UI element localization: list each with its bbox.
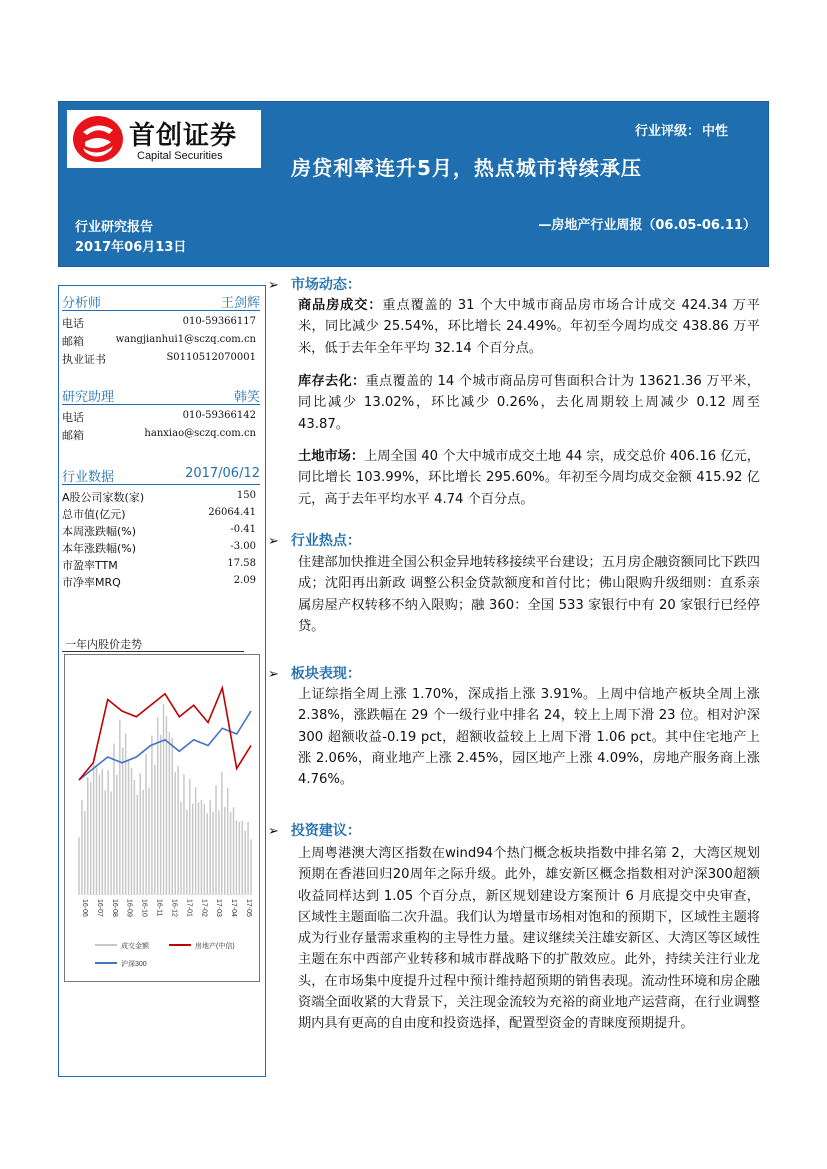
industry-row: 市盈率TTM 17.58: [62, 558, 256, 572]
chart-title-rule: [62, 651, 244, 652]
chart-title: 一年内股价走势: [65, 638, 142, 651]
analyst-role: 分析师: [62, 296, 102, 311]
stock-chart-svg: [65, 655, 259, 981]
arrow-bullet-icon: ➢: [268, 667, 279, 682]
arrow-bullet-icon: ➢: [268, 824, 279, 839]
industry-row: A股公司家数(家) 150: [62, 490, 256, 504]
x-tick-label: 16-11: [155, 899, 163, 917]
section-advice-title: ➢ 投资建议：: [268, 823, 361, 839]
sidebar-info-box: [58, 285, 266, 1077]
x-tick-label: 17-03: [215, 899, 223, 917]
analyst-phone-row: 电话 010-59366117: [62, 316, 256, 330]
analyst-cert-row: 执业证书 S0110512070001: [62, 352, 256, 366]
report-header: [58, 101, 769, 267]
industry-rating: [633, 120, 728, 139]
x-tick-label: 16-09: [125, 899, 133, 917]
x-tick-label: 16-08: [110, 899, 118, 917]
assistant-email-row: 邮箱 hanxiao@sczq.com.cn: [62, 428, 256, 442]
market-sales-paragraph: 商品房成交：重点覆盖的 31 个大中城市商品房市场合计成交 424.34 万平米，同比减少 25.54%，环比增长 24.49%。年初至今周均成交 438.86 万平米，低于去年全年平均 32.14 个百分点。: [298, 298, 760, 356]
industry-data-heading: [62, 466, 260, 485]
arrow-bullet-icon: ➢: [268, 278, 279, 293]
analyst-heading: [62, 292, 260, 311]
assistant-phone-row: 电话 010-59366142: [62, 410, 256, 424]
x-tick-label: 17-01: [185, 899, 193, 917]
x-tick-label: 17-05: [245, 899, 252, 917]
industry-row: 本年涨跌幅(%) -3.00: [62, 541, 256, 555]
logo-mark-icon: [71, 114, 125, 164]
industry-row: 市净率MRQ 2.09: [62, 575, 256, 589]
x-tick-label: 16-06: [81, 899, 88, 917]
advice-paragraph: 上周粤港澳大湾区指数在wind94个热门概念板块指数中排名第 2，大湾区规划预期在香港回归20周年之际升级。此外，雄安新区概念指数相对沪深300超额收益同样达到 1.05 个百分点，新区规划建设方案预计 6 月底提交中央审查，区域性主题面临二次升温。我们认为增量市场相对饱和的预期下，区域性主题将成为行业存量需求重构的主导性力量。建议继续关注雄安新区、大湾区等区域性主题在东中西部产业转移和城市群战略下的扩散效应。此外，持续关注行业龙头，在市场集中度提升过程中预计维持超预期的销售表现。流动性环境和房企融资端全面收紧的大背景下，关注现金流较为充裕的商业地产运营商，在行业调整期内具有更高的自由度和投资选择，配置型资金的青睐度预期提升。: [298, 846, 760, 1032]
industry-data-label: 行业数据: [62, 470, 115, 485]
legend-label: 沪深300: [121, 961, 147, 968]
industry-row: 本周涨跌幅(%) -0.41: [62, 524, 256, 538]
company-logo: [67, 110, 261, 168]
analyst-email-row: 邮箱 wangjianhui1@sczq.com.cn: [62, 334, 256, 348]
market-inventory-paragraph: 库存去化：重点覆盖的 14 个城市商品房可售面积合计为 13621.36 万平米，同比减少 13.02%，环比减少 0.26%，去化周期较上周减少 0.12 周至 43.87。: [298, 374, 760, 432]
rating-label: 行业评级：: [634, 124, 700, 139]
assistant-name: 韩笑: [233, 390, 260, 405]
legend-label: 房地产(中信): [195, 943, 235, 950]
x-tick-label: 16-12: [170, 899, 178, 917]
rating-value: 中性: [701, 124, 728, 139]
logo-text-en: Capital Securities: [137, 150, 223, 162]
analyst-name: 王剑辉: [220, 296, 260, 311]
assistant-role: 研究助理: [62, 390, 115, 405]
legend-label: 成交金额: [121, 943, 149, 950]
industry-data-date: 2017/06/12: [185, 466, 260, 481]
logo-text-cn: 首创证券: [129, 121, 238, 151]
section-hot-title: ➢ 行业热点：: [268, 533, 361, 549]
report-type: 行业研究报告: [75, 220, 154, 235]
assistant-heading: [62, 386, 260, 405]
report-subtitle: —房地产行业周报（06.05-06.11）: [538, 218, 756, 233]
hot-topics-paragraph: 住建部加快推进全国公积金异地转移接续平台建设；五月房企融资额同比下跌四成；沈阳再出新政 调整公积金贷款额度和首付比；佛山限购升级细则：直系亲属房屋产权转移不纳入限购；融 360：全国 533 家银行中有 20 家银行已经停贷。: [298, 555, 760, 634]
arrow-bullet-icon: ➢: [268, 534, 279, 549]
section-sector-title: ➢ 板块表现：: [268, 666, 361, 682]
report-title: 房贷利率连升5月，热点城市持续承压: [291, 156, 642, 180]
market-land-paragraph: 土地市场：上周全国 40 个大中城市成交土地 44 宗，成交总价 406.16 亿元，同比增长 103.99%，环比增长 295.60%。年初至今周均成交金额 415.92 亿元，高于去年平均水平 4.74 个百分点。: [298, 449, 760, 507]
x-tick-label: 16-10: [140, 899, 148, 917]
x-tick-label: 17-02: [200, 899, 208, 917]
series-line-hs300: [79, 711, 251, 780]
x-tick-label: 16-07: [95, 899, 103, 917]
sector-paragraph: 上证综指全周上涨 1.70%，深成指上涨 3.91%。上周中信地产板块全周上涨 2.38%，涨跌幅在 29 个一级行业中排名 24，较上上周下滑 23 位。相对沪深 300 超额收益-0.19 pct，超额收益较上上周下滑 1.06 pct。其中住宅地产上涨 2.06%，商业地产上涨 2.45%，园区地产上涨 4.09%，房地产服务商上涨 4.76%。: [298, 687, 760, 788]
report-date: 2017年06月13日: [75, 240, 187, 255]
series-line-realestate: [79, 688, 251, 780]
x-tick-label: 17-04: [230, 899, 238, 917]
stock-chart: [64, 654, 260, 982]
industry-row: 总市值(亿元) 26064.41: [62, 507, 256, 521]
section-market-title: ➢ 市场动态：: [268, 277, 361, 293]
